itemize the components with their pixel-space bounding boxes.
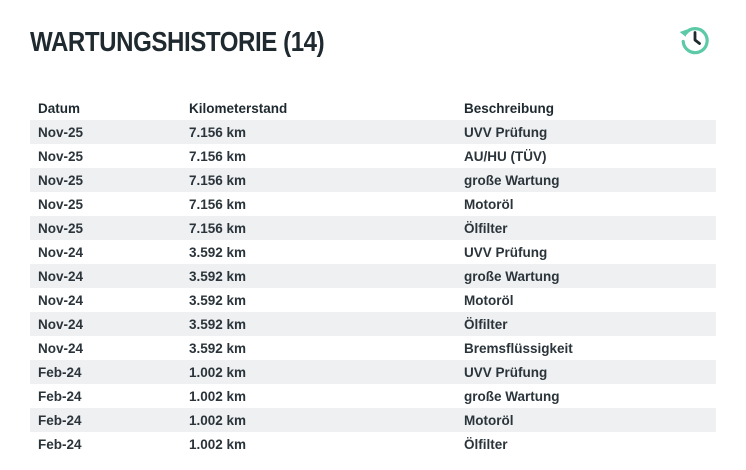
cell-description: UVV Prüfung <box>464 364 548 380</box>
cell-mileage: 1.002 km <box>189 364 247 380</box>
cell-mileage: 3.592 km <box>189 244 247 260</box>
table-row <box>30 432 716 456</box>
cell-mileage: 3.592 km <box>189 292 247 308</box>
cell-mileage: 7.156 km <box>189 196 247 212</box>
table-header-row <box>30 96 716 120</box>
history-icon-graphic <box>678 22 712 56</box>
cell-mileage: 7.156 km <box>189 172 247 188</box>
cell-mileage: 7.156 km <box>189 220 247 236</box>
cell-description: große Wartung <box>464 172 560 188</box>
cell-mileage: 3.592 km <box>189 316 247 332</box>
cell-date: Feb-24 <box>38 388 82 404</box>
table-row <box>30 336 716 360</box>
cell-date: Nov-24 <box>38 340 84 356</box>
column-header-date: Datum <box>38 100 81 116</box>
table-row <box>30 408 716 432</box>
table-row <box>30 360 716 384</box>
column-header-description: Beschreibung <box>464 100 555 116</box>
cell-date: Nov-24 <box>38 244 84 260</box>
maintenance-history-table <box>30 96 716 456</box>
cell-mileage: 3.592 km <box>189 268 247 284</box>
cell-description: Motoröl <box>464 292 514 308</box>
cell-mileage: 3.592 km <box>189 340 247 356</box>
cell-description: Motoröl <box>464 196 514 212</box>
cell-description: UVV Prüfung <box>464 244 548 260</box>
cell-date: Nov-25 <box>38 196 84 212</box>
table-row <box>30 120 716 144</box>
table-row <box>30 312 716 336</box>
table-row <box>30 192 716 216</box>
table-row <box>30 240 716 264</box>
header <box>30 22 716 66</box>
cell-date: Nov-24 <box>38 292 84 308</box>
cell-description: Motoröl <box>464 412 514 428</box>
table-row <box>30 144 716 168</box>
cell-description: Bremsflüssigkeit <box>464 340 573 356</box>
cell-mileage: 7.156 km <box>189 124 247 140</box>
table-row <box>30 168 716 192</box>
cell-description: große Wartung <box>464 388 560 404</box>
page-title: WARTUNGSHISTORIE (14) <box>30 26 325 57</box>
cell-date: Nov-24 <box>38 268 84 284</box>
cell-date: Nov-25 <box>38 124 84 140</box>
cell-date: Feb-24 <box>38 412 82 428</box>
table-row <box>30 264 716 288</box>
cell-mileage: 1.002 km <box>189 436 247 452</box>
cell-description: Ölfilter <box>464 220 508 236</box>
cell-mileage: 1.002 km <box>189 388 247 404</box>
cell-date: Nov-25 <box>38 220 84 236</box>
cell-date: Feb-24 <box>38 436 82 452</box>
table-row <box>30 216 716 240</box>
history-icon[interactable] <box>678 22 712 56</box>
cell-description: Ölfilter <box>464 436 508 452</box>
cell-mileage: 1.002 km <box>189 412 247 428</box>
cell-description: UVV Prüfung <box>464 124 548 140</box>
cell-date: Nov-25 <box>38 148 84 164</box>
table-row <box>30 384 716 408</box>
cell-description: AU/HU (TÜV) <box>464 148 547 164</box>
cell-mileage: 7.156 km <box>189 148 247 164</box>
cell-date: Feb-24 <box>38 364 82 380</box>
column-header-mileage: Kilometerstand <box>189 100 288 116</box>
cell-date: Nov-25 <box>38 172 84 188</box>
cell-date: Nov-24 <box>38 316 84 332</box>
cell-description: große Wartung <box>464 268 560 284</box>
cell-description: Ölfilter <box>464 316 508 332</box>
table-row <box>30 288 716 312</box>
